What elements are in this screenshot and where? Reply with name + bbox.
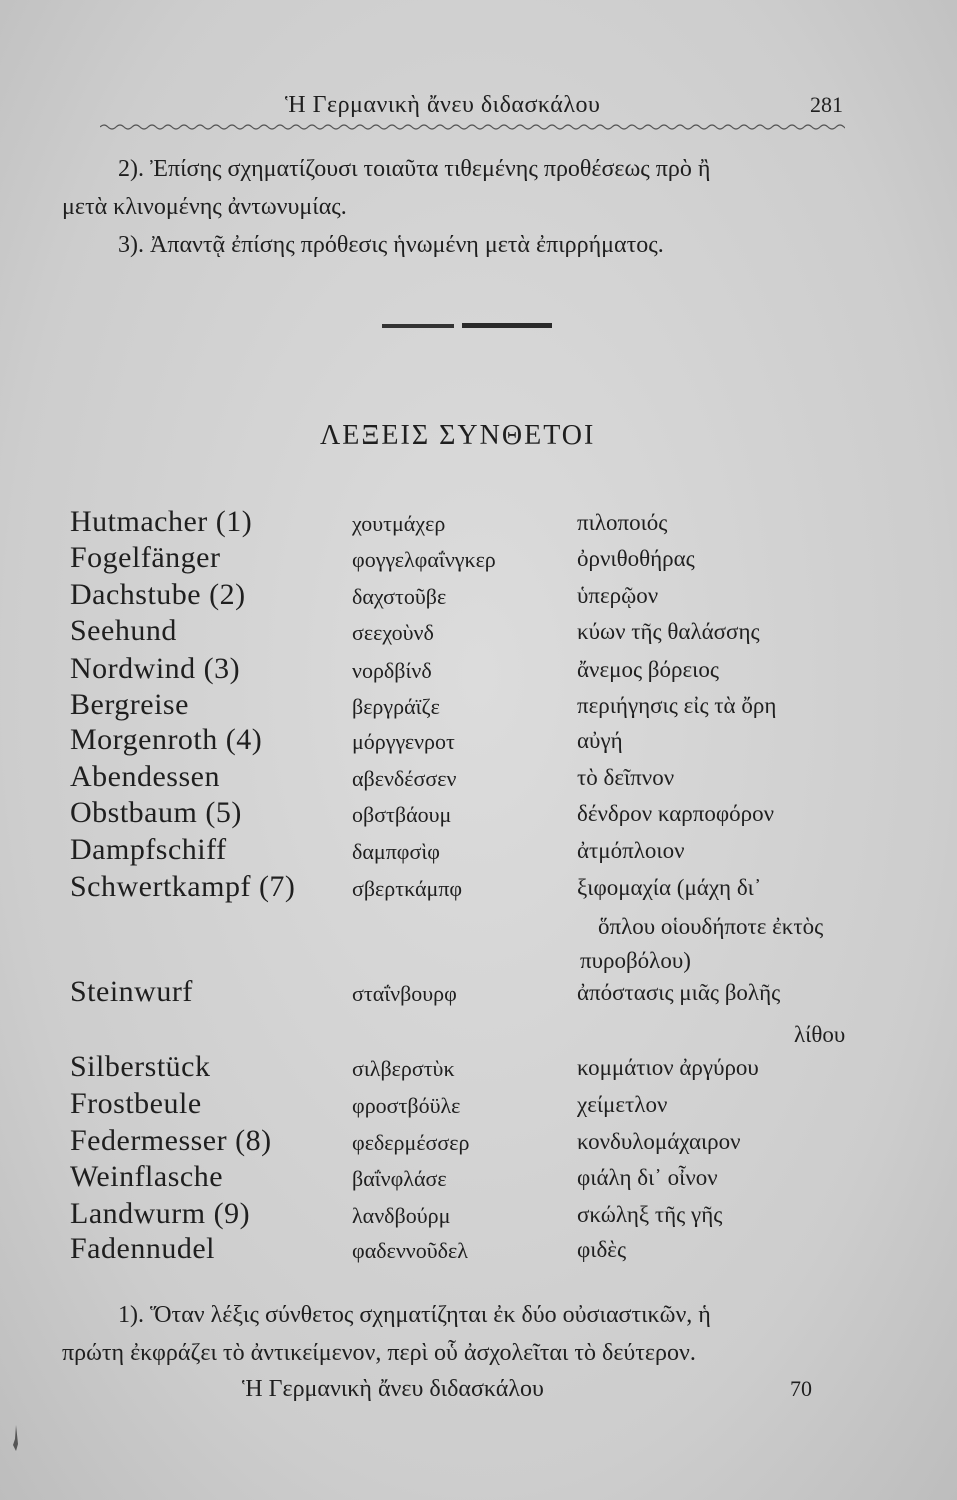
greek-translation: τὸ δεῖπνον (577, 765, 675, 790)
entry-row (0, 578, 957, 614)
greek-translation: ὑπερῷον (577, 583, 659, 608)
footer-title: Ἡ Γερμανικὴ ἄνευ διδασκάλου (242, 1376, 544, 1402)
greek-translation: αὐγή (577, 728, 623, 753)
entry-continuation: πυροβόλου) (580, 948, 691, 973)
greek-translation: φιάλη δι᾽ οἶνον (577, 1165, 718, 1190)
entry-row (0, 505, 957, 541)
transcription: δαχστοῦβε (352, 584, 447, 609)
entry-row (0, 1160, 957, 1196)
german-word: Schwertkampf (7) (70, 870, 296, 903)
intro-paragraph-2-line2: μετὰ κλινομένης ἀντωνυμίας. (62, 194, 347, 220)
transcription: σεεχοὺνδ (352, 620, 434, 645)
entry-row (0, 652, 957, 688)
greek-translation: ἄνεμος βόρειος (577, 657, 719, 682)
german-word: Dampfschiff (70, 833, 227, 866)
entry-row (0, 975, 957, 1011)
wavy-rule-divider (100, 122, 845, 132)
section-title: ΛΕΞΕΙΣ ΣΥΝΘΕΤΟΙ (320, 420, 596, 451)
german-word: Seehund (70, 614, 177, 647)
german-word: Federmesser (8) (70, 1124, 272, 1157)
greek-translation: ξιφομαχία (μάχη δι᾽ (577, 875, 762, 900)
entry-row (0, 1124, 957, 1160)
entry-row (0, 1050, 957, 1086)
entry-continuation: λίθου (794, 1022, 846, 1047)
transcription: λανδβούρμ (352, 1203, 451, 1228)
footnote-line2: πρώτη ἐκφράζει τὸ ἀντικείμενον, περὶ οὗ ἀσχολεῖται τὸ δεύτερον. (62, 1340, 696, 1366)
page-number: 281 (810, 92, 843, 117)
entry-row (0, 1087, 957, 1123)
entry-row (0, 614, 957, 650)
transcription: οβστβάουμ (352, 802, 452, 827)
greek-translation: περιήγησις εἰς τὰ ὄρη (577, 693, 777, 718)
transcription: μόργγενροτ (352, 729, 455, 754)
signature-number: 70 (790, 1376, 812, 1401)
transcription: χουτμάχερ (352, 511, 446, 536)
transcription: φεδερμέσσερ (352, 1130, 470, 1155)
entry-row (0, 723, 957, 759)
greek-translation: δένδρον καρποφόρον (577, 801, 775, 826)
entry-continuation: ὅπλου οἱουδήποτε ἐκτὸς (598, 914, 824, 939)
transcription: βεργράϊζε (352, 694, 440, 719)
german-word: Weinflasche (70, 1160, 224, 1193)
intro-paragraph-3: 3). Ἀπαντᾷ ἐπίσης πρόθεσις ἡνωμένη μετὰ ἐπιρρήματος. (118, 232, 664, 258)
german-word: Fadennudel (70, 1232, 215, 1265)
german-word: Obstbaum (5) (70, 796, 242, 829)
german-word: Bergreise (70, 688, 189, 721)
entry-row (0, 688, 957, 724)
german-word: Dachstube (2) (70, 578, 246, 611)
greek-translation: φιδὲς (577, 1237, 627, 1262)
entry-row (0, 870, 957, 906)
transcription: σταΐνβουρφ (352, 981, 457, 1006)
transcription: φαδεννοῦδελ (352, 1238, 468, 1263)
german-word: Morgenroth (4) (70, 723, 263, 756)
greek-translation: κομμάτιον ἀργύρου (577, 1055, 759, 1080)
entry-row (0, 1197, 957, 1233)
entry-row (0, 833, 957, 869)
german-word: Steinwurf (70, 975, 193, 1008)
german-word: Abendessen (70, 760, 220, 793)
transcription: νορδβίνδ (352, 658, 432, 683)
greek-translation: πιλοποιός (577, 510, 668, 535)
greek-translation: ἀτμόπλοιον (577, 838, 685, 863)
transcription: φροστβόϋλε (352, 1093, 461, 1118)
transcription: φογγελφαΐνγκερ (352, 547, 496, 572)
entry-row (0, 1232, 957, 1268)
transcription: αβενδέσσεν (352, 766, 457, 791)
ornamental-rule (382, 322, 552, 330)
entry-row (0, 760, 957, 796)
german-word: Hutmacher (1) (70, 505, 253, 538)
entry-row (0, 541, 957, 577)
greek-translation: κονδυλομάχαιρον (577, 1129, 741, 1154)
german-word: Nordwind (3) (70, 652, 241, 685)
running-head: Ἡ Γερμανικὴ ἄνευ διδασκάλου (285, 92, 601, 118)
greek-translation: ἀπόστασις μιᾶς βολῆς (577, 980, 781, 1005)
greek-translation: ὀρνιθοθήρας (577, 546, 695, 571)
greek-translation: σκώληξ τῆς γῆς (577, 1202, 723, 1227)
german-word: Landwurm (9) (70, 1197, 251, 1230)
entry-row (0, 796, 957, 832)
footnote-line1: 1). Ὅταν λέξις σύνθετος σχηματίζηται ἐκ δύο οὐσιαστικῶν, ἡ (118, 1302, 711, 1328)
german-word: Frostbeule (70, 1087, 202, 1120)
german-word: Fogelfänger (70, 541, 221, 574)
intro-paragraph-2-line1: 2). Ἐπίσης σχηματίζουσι τοιαῦτα τιθεμένης προθέσεως πρὸ ἢ (118, 156, 711, 182)
transcription: σβερτκάμπφ (352, 876, 463, 901)
german-word: Silberstück (70, 1050, 211, 1083)
transcription: δαμπφσὶφ (352, 839, 440, 864)
transcription: σιλβερστὺκ (352, 1056, 455, 1081)
greek-translation: χείμετλον (577, 1092, 668, 1117)
greek-translation: κύων τῆς θαλάσσης (577, 619, 760, 644)
transcription: βαΐνφλάσε (352, 1166, 447, 1191)
ink-mark (12, 1425, 20, 1451)
